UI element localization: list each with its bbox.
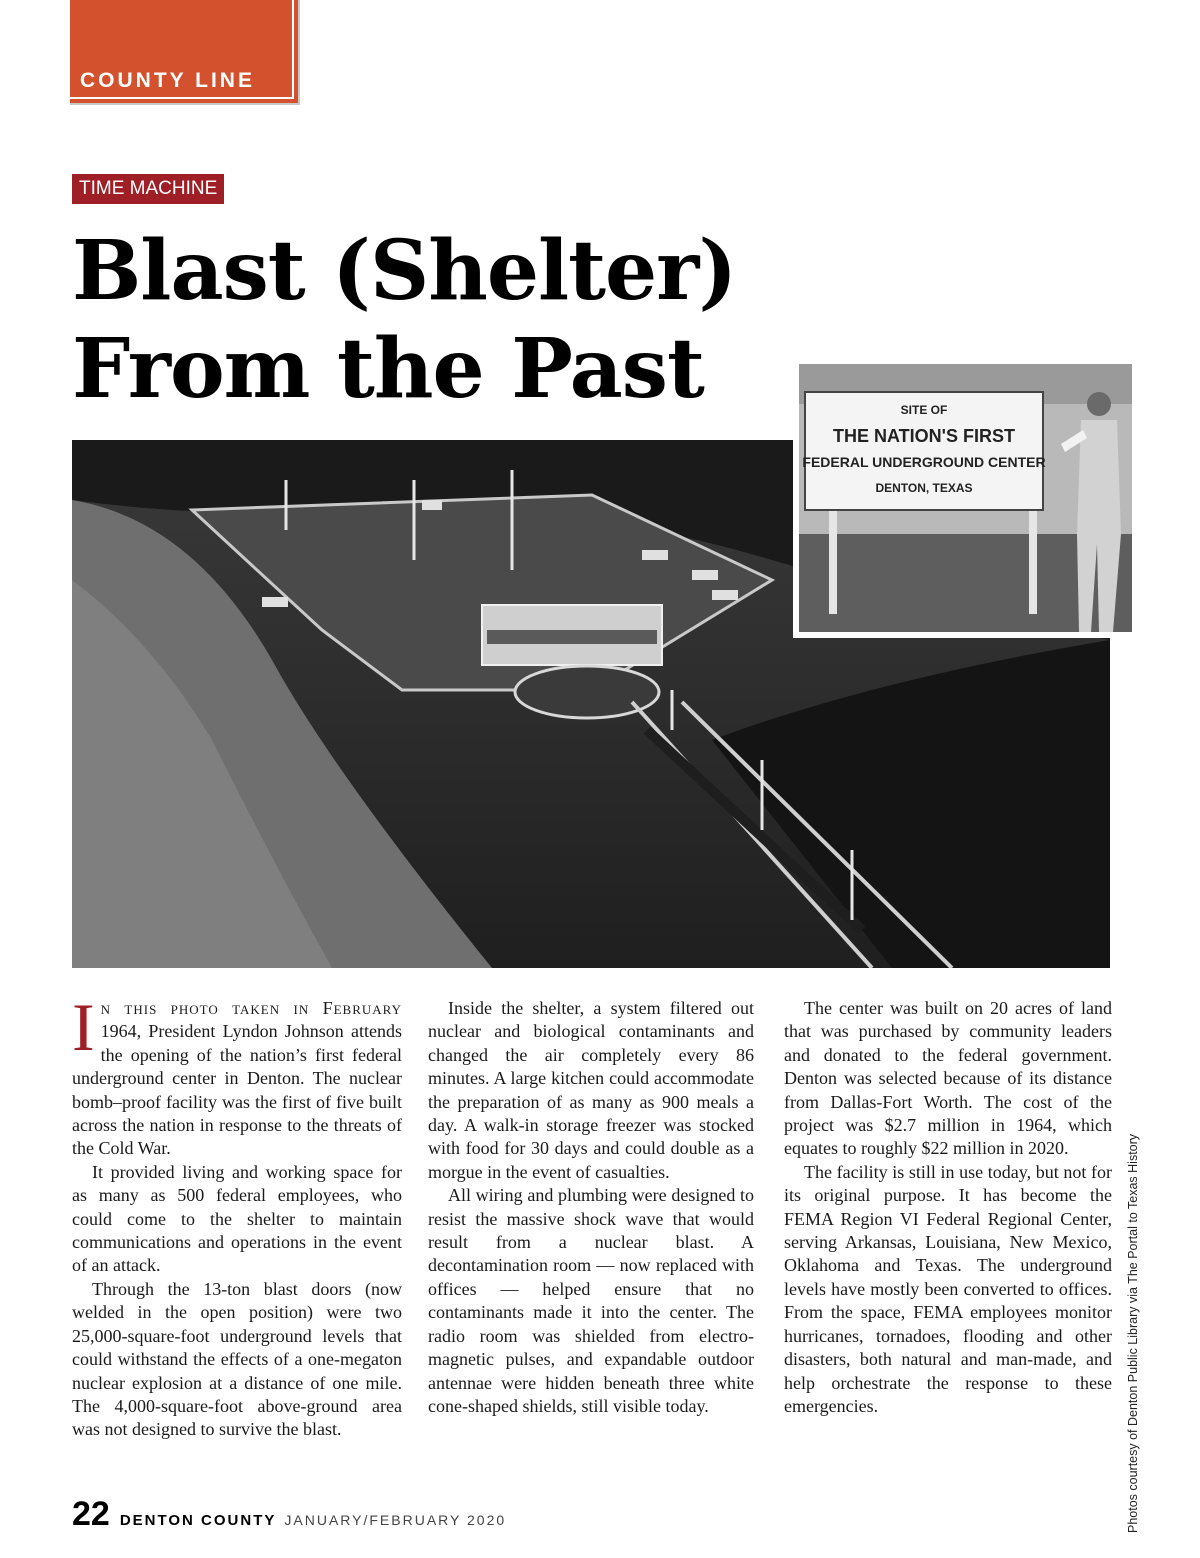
article-column-2 (428, 997, 754, 1418)
article-column-3 (784, 997, 1112, 1418)
section-tab-frame (70, 0, 300, 105)
paragraph: It provided living and working space for as many as 500 federal employees, who could come to the shelter to maintain communications and operations in the event of an attack. (72, 1161, 402, 1276)
article-column-1 (72, 989, 402, 1442)
paragraph-text: 1964, President Lyndon Johnson attends the opening of the nation’s first federal underground center in Denton. The nuclear bomb–proof facility was the first of five built across the nation in response to the threats of the Cold War. (72, 1021, 402, 1159)
paragraph: All wiring and plumbing were designed to resist the massive shock wave that would result from a nuclear blast. A decontamination room — now replaced with offices — helped ensure that no contaminants made it into the center. The radio room was shielded from electro-magnetic pulses, and expandable outdoor antennae were hidden beneath three white cone-shaped shields, still visible today. (428, 1185, 754, 1416)
headline-line-1: Blast (Shelter) (72, 223, 737, 319)
page-number: 22 (72, 1495, 110, 1533)
drop-cap: I (72, 989, 95, 1065)
lead-in: n this photo taken in February (100, 998, 402, 1018)
photo-credit-text: Photos courtesy of Denton Public Library via The Portal to Texas History (1126, 1133, 1140, 1533)
headline (72, 222, 736, 418)
paragraph: The facility is still in use today, but not for its original purpose. It has become the FEMA Region VI Federal Regional Center, serving Arkansas, Louisiana, New Mexico, Oklahoma and Texas. The underground levels have mostly been converted to offices. From the space, FEMA employees monitor hurricanes, tornadoes, flooding and other disasters, both natural and man-made, and help orchestrate the response to these emergencies. (784, 1161, 1112, 1416)
paragraph: Inside the shelter, a system filtered out nuclear and biological contaminants and changed the air completely every 86 minutes. A large kitchen could accommodate the preparation of as many as 900 meals a day. A walk-in storage freezer was stocked with food for 30 days and could double as a morgue in the event of casualties. (428, 998, 754, 1182)
page-footer (72, 1495, 506, 1539)
inset-photo-image (799, 364, 1132, 632)
sign-line-4: DENTON, TEXAS (875, 481, 973, 495)
inset-photo (793, 358, 1138, 638)
paragraph: The center was built on 20 acres of land that was purchased by community leaders and donated to the federal government. Denton was selected because of its distance from Dallas-Fort Worth. The cost of the project was $2.7 million in 1964, which equates to roughly $22 million in 2020. (784, 998, 1112, 1159)
paragraph (72, 989, 402, 1161)
paragraph: Through the 13-ton blast doors (now welded in the open position) were two 25,000-square-foot underground levels that could withstand the effects of a one-megaton nuclear explosion at a distance of one mile. The 4,000-square-foot above-ground area was not designed to survive the blast. (72, 1278, 402, 1440)
sign-line-3: FEDERAL UNDERGROUND CENTER (802, 454, 1046, 470)
magazine-name: DENTON COUNTY (119, 1512, 277, 1529)
headline-line-2: From the Past (72, 321, 704, 417)
section-tab-label: COUNTY LINE (80, 69, 255, 92)
sign-line-2: THE NATION'S FIRST (833, 426, 1015, 446)
kicker-label: TIME MACHINE (72, 174, 224, 204)
inset-photo-illustration (799, 364, 1132, 632)
sign-line-1: SITE OF (900, 403, 948, 417)
issue-date: JANUARY/FEBRUARY 2020 (284, 1512, 507, 1528)
